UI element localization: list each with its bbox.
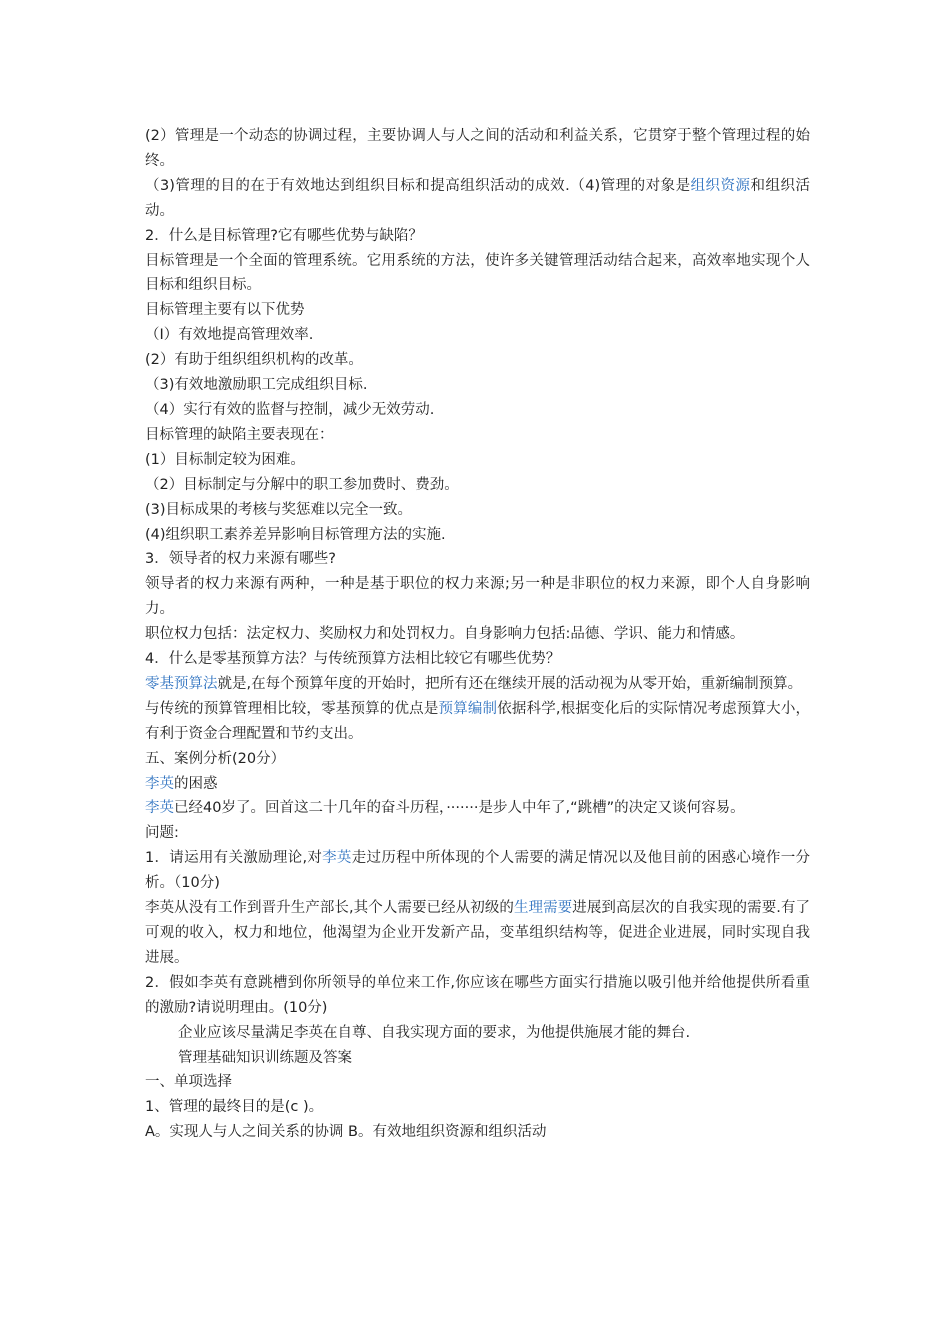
text-span: （4）实行有效的监督与控制，减少无效劳动. [145,401,435,418]
text-span: 的困惑 [174,775,218,792]
text-span: 和组织活动。 [145,177,811,219]
text-span: （3)管理的目的在于有效地达到组织目标和提高组织活动的成效.（4)管理的对象是 [145,177,691,194]
hyperlink[interactable]: 预算编制 [438,700,498,717]
text-span: 一、单项选择 [145,1074,232,1091]
text-line [145,298,810,323]
text-line [145,1120,810,1145]
text-span: (1）目标制定较为困难。 [145,451,305,468]
text-line [145,796,810,821]
text-span: 3．领导者的权力来源有哪些? [145,551,336,568]
hyperlink[interactable]: 零基预算法 [145,675,218,692]
text-line [145,398,810,423]
text-line [145,1095,810,1120]
text-line [145,772,810,797]
text-span: (3)目标成果的考核与奖惩难以完全一致。 [145,501,413,518]
text-span: 领导者的权力来源有两种，一种是基于职位的权力来源;另一种是非职位的权力来源，即个人自身影响力。 [145,576,810,618]
text-span: （2）目标制定与分解中的职工参加费时、费劲。 [145,476,459,493]
text-span: 1．请运用有关激励理论,对 [145,850,323,867]
text-span: （I）有效地提高管理效率. [145,327,314,344]
text-span: 进展到高层次的自我实现的需要.有了可观的收入，权力和地位，他渴望为企业开发新产品，变革组织结构等，促进企业进展，同时实现自我进展。 [145,900,811,966]
hyperlink[interactable]: 李英 [145,775,174,792]
hyperlink[interactable]: 李英 [322,850,352,867]
text-span: 走过历程中所体现的个人需要的满足情况以及他目前的困惑心境作一分析。（10分) [145,850,811,892]
text-span: 与传统的预算管理相比较，零基预算的优点是 [145,700,439,717]
text-span: 李英从没有工作到晋升生产部长,其个人需要已经从初级的 [145,900,514,917]
text-line [145,323,810,348]
text-line [145,672,810,697]
document-page [145,124,810,1145]
text-line [145,423,810,448]
hyperlink[interactable]: 生理需要 [513,900,573,917]
text-span: (2）有助于组织组织机构的改革。 [145,352,363,369]
text-line [145,473,810,498]
text-line [145,547,810,572]
text-line [145,498,810,523]
text-line [145,373,810,398]
text-line [145,174,810,224]
text-span: 目标管理的缺陷主要表现在： [145,426,334,443]
text-line [145,523,810,548]
text-span: 1、管理的最终目的是(c )。 [145,1099,324,1116]
text-span: （3)有效地激励职工完成组织目标. [145,377,368,394]
text-span: 4．什么是零基预算方法？与传统预算方法相比较它有哪些优势？ [145,651,561,668]
hyperlink[interactable]: 组织资源 [690,177,751,194]
hyperlink[interactable]: 李英 [145,800,174,817]
text-line [145,249,810,299]
text-span: (2）管理是一个动态的协调过程，主要协调人与人之间的活动和利益关系，它贯穿于整个管理过程的始终。 [145,128,810,169]
text-span: 目标管理是一个全面的管理系统。它用系统的方法，使许多关键管理活动结合起来，高效率地实现个人目标和组织目标。 [145,252,810,294]
text-span: 2．什么是目标管理?它有哪些优势与缺陷？ [145,227,423,244]
text-line [145,971,810,1021]
text-span: 依据科学,根据变化后的实际情况考虑预算大小，有利于资金合理配置和节约支出。 [145,700,811,742]
text-span: A。实现人与人之间关系的协调 B。有效地组织资源和组织活动 [145,1124,547,1141]
text-line [145,697,810,747]
text-line [145,747,810,772]
text-span: 已经40岁了。回首这二十几年的奋斗历程，·······是步人中年了,“跳槽”的决定又谈何容易。 [174,800,745,817]
text-line [145,821,810,846]
text-span: 就是,在每个预算年度的开始时，把所有还在继续开展的活动视为从零开始，重新编制预算。 [217,675,803,692]
text-span: 管理基础知识训练题及答案 [178,1049,352,1066]
text-line [145,1046,810,1071]
text-line [145,1021,810,1046]
text-line [145,622,810,647]
text-line [145,647,810,672]
text-line [145,896,810,971]
text-line [145,224,810,249]
text-span: 2．假如李英有意跳槽到你所领导的单位来工作,你应该在哪些方面实行措施以吸引他并给他提供所看重的激励?请说明理由。(10分) [145,974,810,1016]
text-span: 问题: [145,825,179,842]
text-line [145,572,810,622]
text-line [145,1070,810,1095]
text-span: 企业应该尽量满足李英在自尊、自我实现方面的要求，为他提供施展才能的舞台. [178,1024,691,1041]
text-line [145,846,810,896]
text-line [145,448,810,473]
text-span: 目标管理主要有以下优势 [145,302,305,319]
text-line [145,124,810,174]
text-span: 职位权力包括：法定权力、奖励权力和处罚权力。自身影响力包括:品德、学识、能力和情感。 [145,626,745,643]
text-span: (4)组织职工素养差异影响目标管理方法的实施. [145,526,446,543]
text-span: 五、案例分析(20分） [145,750,286,767]
text-line [145,348,810,373]
